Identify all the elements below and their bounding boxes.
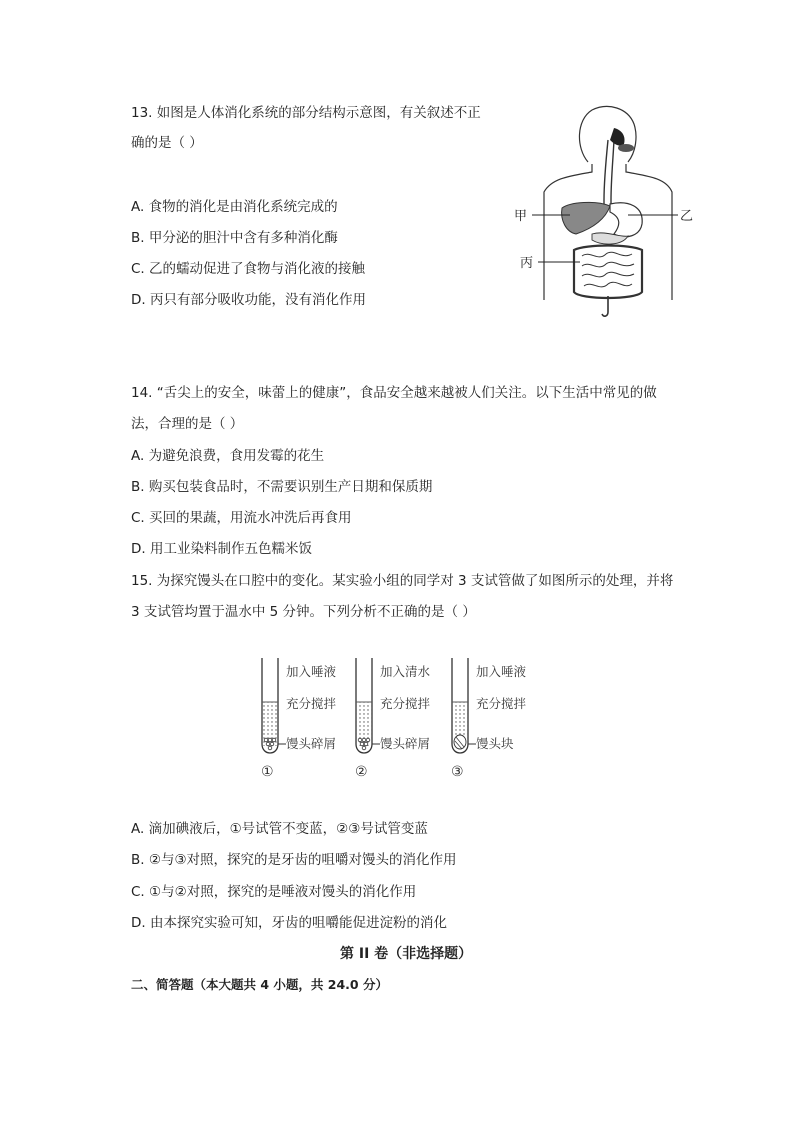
part2-section-heading: 二、简答题（本大题共 4 小题，共 24.0 分） [131, 977, 388, 992]
small-intestine [582, 252, 634, 287]
q14-stem-line2: 法，合理的是（ ） [131, 416, 244, 432]
q13-option-a: A. 食物的消化是由消化系统完成的 [131, 199, 338, 215]
q14-option-a: A. 为避免浪费，食用发霉的花生 [131, 448, 325, 464]
q14-option-d: D. 用工业染料制作五色糯米饭 [131, 541, 312, 557]
q15-option-a: A. 滴加碘液后，①号试管不变蓝，②③号试管变蓝 [131, 821, 428, 837]
digestive-system-figure [510, 100, 700, 322]
tube-3-number: ③ [451, 764, 464, 780]
esophagus [604, 140, 608, 208]
tube-1-number: ① [261, 764, 274, 780]
body-outline-left [544, 164, 592, 300]
q14-option-b: B. 购买包装食品时，不需要识别生产日期和保质期 [131, 479, 433, 495]
q15-stem-line1: 15. 为探究馒头在口腔中的变化。某实验小组的同学对 3 支试管做了如图所示的处理，并将 [131, 573, 674, 589]
tube-2-stir: 充分搅拌 [380, 696, 431, 711]
q13-option-d: D. 丙只有部分吸收功能，没有消化作用 [131, 292, 366, 308]
q13-stem-line1: 13. 如图是人体消化系统的部分结构示意图，有关叙述不正 [131, 105, 481, 121]
tube-3-content: 馒头块 [476, 736, 514, 751]
stomach [610, 203, 642, 237]
q15-option-c: C. ①与②对照，探究的是唾液对馒头的消化作用 [131, 884, 417, 900]
label-bing: 丙 [520, 256, 534, 271]
q15-option-d: D. 由本探究实验可知，牙齿的咀嚼能促进淀粉的消化 [131, 915, 447, 931]
q15-option-b: B. ②与③对照，探究的是牙齿的咀嚼对馒头的消化作用 [131, 852, 457, 868]
q13-option-c: C. 乙的蠕动促进了食物与消化液的接触 [131, 261, 366, 277]
tube-3-added: 加入唾液 [476, 664, 527, 679]
q15-stem-line2: 3 支试管均置于温水中 5 分钟。下列分析不正确的是（ ） [131, 604, 476, 620]
liver [562, 202, 610, 234]
tube-3 [451, 658, 527, 780]
part2-title: 第 II 卷（非选择题） [340, 946, 473, 962]
label-yi: 乙 [680, 209, 694, 224]
test-tube-figure [250, 652, 550, 786]
q14-option-c: C. 买回的果蔬，用流水冲洗后再食用 [131, 510, 352, 526]
q14-stem-line1: 14. “舌尖上的安全，味蕾上的健康”，食品安全越来越被人们关注。以下生活中常见的做 [131, 385, 657, 401]
tube-1-content: 馒头碎屑 [286, 736, 337, 751]
q13-stem-line2: 确的是（ ） [131, 135, 203, 151]
label-jia: 甲 [514, 209, 528, 224]
pharynx [610, 128, 625, 146]
tube-2 [355, 658, 431, 780]
tube-2-content: 馒头碎屑 [380, 736, 431, 751]
head-outline [579, 106, 636, 162]
tube-3-stir: 充分搅拌 [476, 696, 527, 711]
tube-1 [261, 658, 337, 780]
tube-2-added: 加入清水 [380, 664, 431, 679]
tube-1-stir: 充分搅拌 [286, 696, 337, 711]
tube-2-number: ② [355, 764, 368, 780]
q13-option-b: B. 甲分泌的胆汁中含有多种消化酶 [131, 230, 338, 246]
tube-1-added: 加入唾液 [286, 664, 337, 679]
